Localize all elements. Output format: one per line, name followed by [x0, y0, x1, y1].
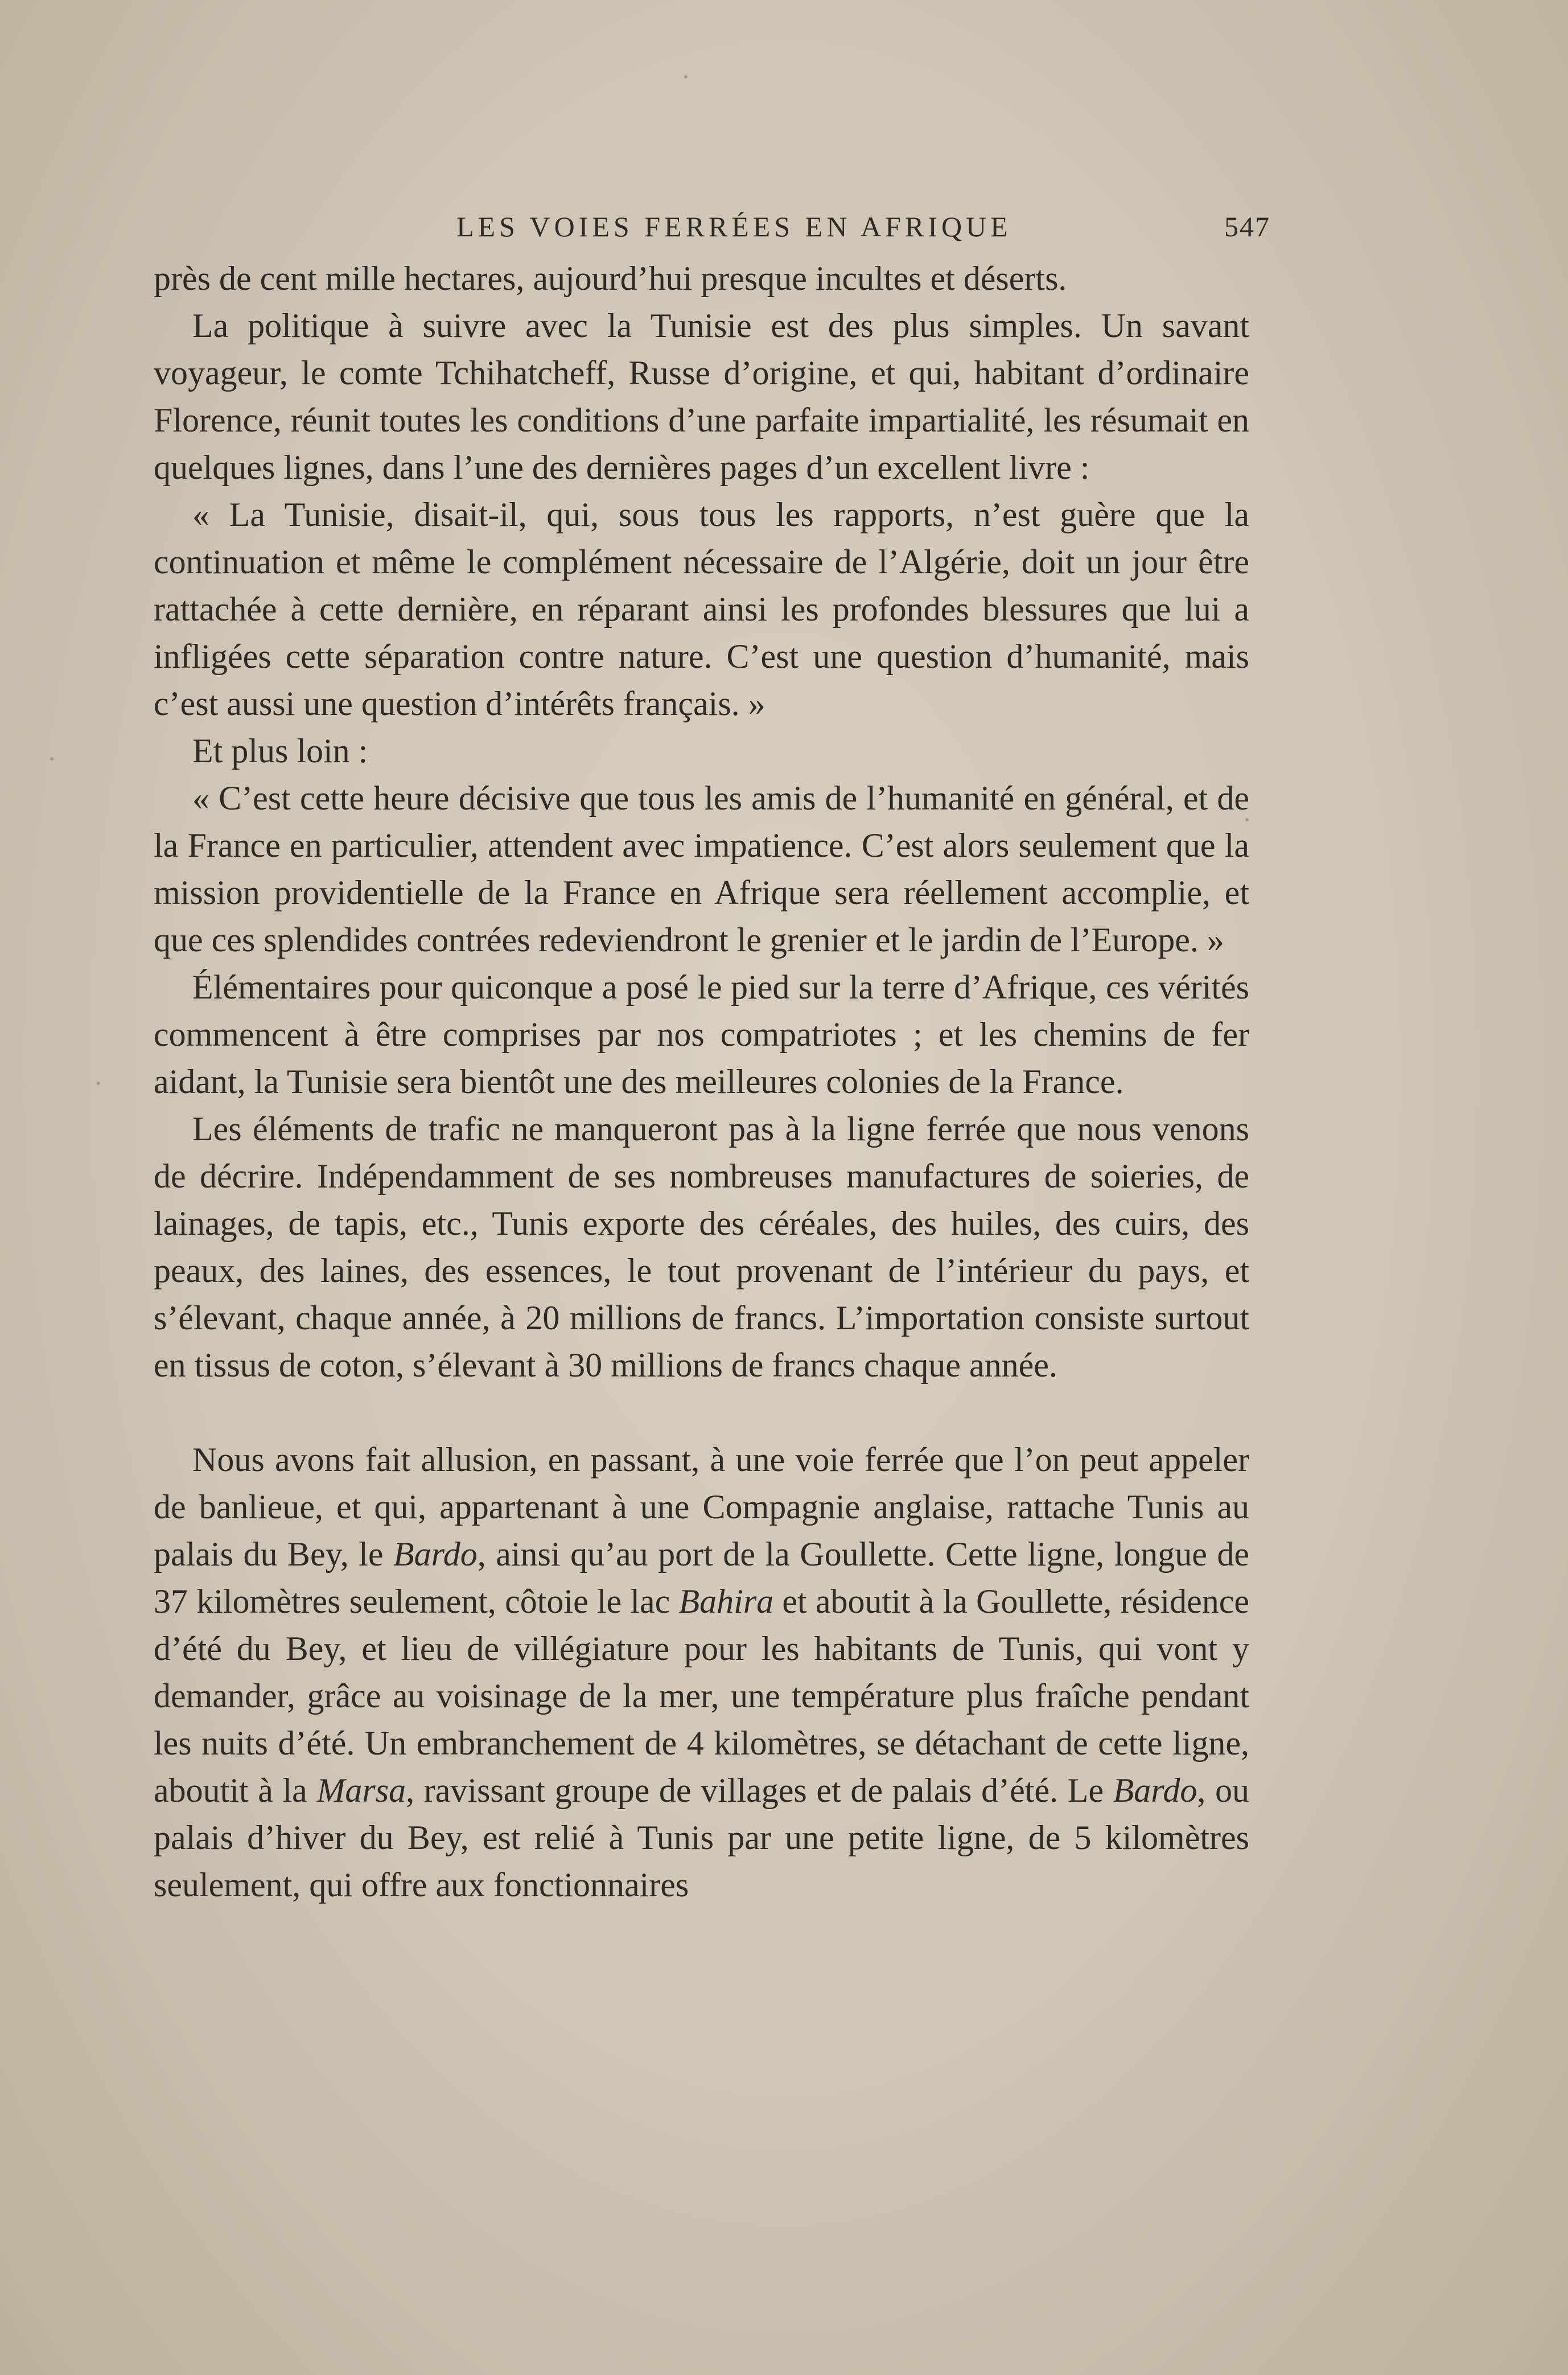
paragraph-8-part-4: , ravissant groupe de villages et de palais d’été. Le	[406, 1772, 1113, 1809]
paragraph-7: Les éléments de trafic ne manqueront pas à la ligne ferrée que nous venons de décrire. Indépendamment de ses nombreuses manufactures de soieries, de lainages, de tapis, etc., Tunis exporte des céréales, des huiles, des cuirs, des peaux, des laines, des essences, le tout provenant de l’intérieur du pays, et s’élevant, chaque année, à 20 millions de francs. L’importation consiste surtout en tissus de coton, s’élevant à 30 millions de francs chaque année.	[154, 1110, 1249, 1384]
page-number: 547	[1224, 211, 1270, 243]
body-text	[154, 255, 1249, 1909]
paper-speck	[684, 75, 688, 79]
paper-speck	[50, 757, 53, 761]
paragraph-8-part-5: , ou palais d’hiver du Bey, est relié à Tunis par une petite ligne, de 5 kilomètres seulement, qui offre aux fonctionnaires	[154, 1772, 1249, 1904]
italic-marsa: Marsa	[316, 1772, 406, 1809]
running-title: LES VOIES FERRÉES EN AFRIQUE	[456, 211, 1012, 243]
paragraph-6: Élémentaires pour quiconque a posé le pied sur la terre d’Afrique, ces vérités commencent à être comprises par nos compatriotes ; et les chemins de fer aidant, la Tunisie sera bientôt une des meilleures colonies de la France.	[154, 968, 1249, 1100]
paragraph-8	[154, 1436, 1249, 1909]
italic-bardo-2: Bardo	[1113, 1772, 1197, 1809]
paragraph-5-quote: « C’est cette heure décisive que tous les amis de l’humanité en général, et de la France en particulier, attendent avec impatience. C’est alors seulement que la mission providentielle de la France en Afrique sera réellement accomplie, et que ces splendides contrées redeviendront le grenier et le jardin de l’Europe. »	[154, 779, 1249, 959]
italic-bardo: Bardo	[393, 1535, 478, 1573]
page-header	[154, 204, 1270, 249]
paragraph-8-part-2: , ainsi qu’au port de la Goullette. Cette ligne, longue de 37 kilomètres seulement, côtoie le lac	[154, 1535, 1249, 1620]
italic-bahira: Bahira	[678, 1583, 774, 1620]
paragraph-2: La politique à suivre avec la Tunisie est des plus simples. Un savant voyageur, le comte Tchihatcheff, Russe d’origine, et qui, habitant d’ordinaire Florence, réunit toutes les conditions d’une parfaite impartialité, les résumait en quelques lignes, dans l’une des dernières pages d’un excellent livre :	[154, 307, 1249, 486]
paragraph-3-quote: « La Tunisie, disait-il, qui, sous tous les rapports, n’est guère que la continuation et même le complément nécessaire de l’Algérie, doit un jour être rattachée à cette dernière, en réparant ainsi les profondes blessures que lui a infligées cette séparation contre nature. C’est une question d’humanité, mais c’est aussi une question d’intérêts français. »	[154, 496, 1249, 722]
paragraph-8-part-3: et aboutit à la Goullette, résidence d’été du Bey, et lieu de villégiature pour les habitants de Tunis, qui vont y demander, grâce au voisinage de la mer, une température plus fraîche pendant les nuits d’été. Un embranchement de 4 kilomètres, se détachant de cette ligne, aboutit à la	[154, 1583, 1250, 1809]
paper-speck	[1245, 818, 1249, 821]
paragraph-8-part-1: Nous avons fait allusion, en passant, à une voie ferrée que l’on peut appeler de banlieue, et qui, appartenant à une Compagnie anglaise, rattache Tunis au palais du Bey, le	[154, 1441, 1249, 1573]
paper-speck	[97, 1082, 100, 1085]
paragraph-1: près de cent mille hectares, aujourd’hui presque incultes et déserts.	[154, 260, 1067, 297]
paragraph-4: Et plus loin :	[192, 732, 368, 770]
section-gap	[154, 1389, 1249, 1436]
